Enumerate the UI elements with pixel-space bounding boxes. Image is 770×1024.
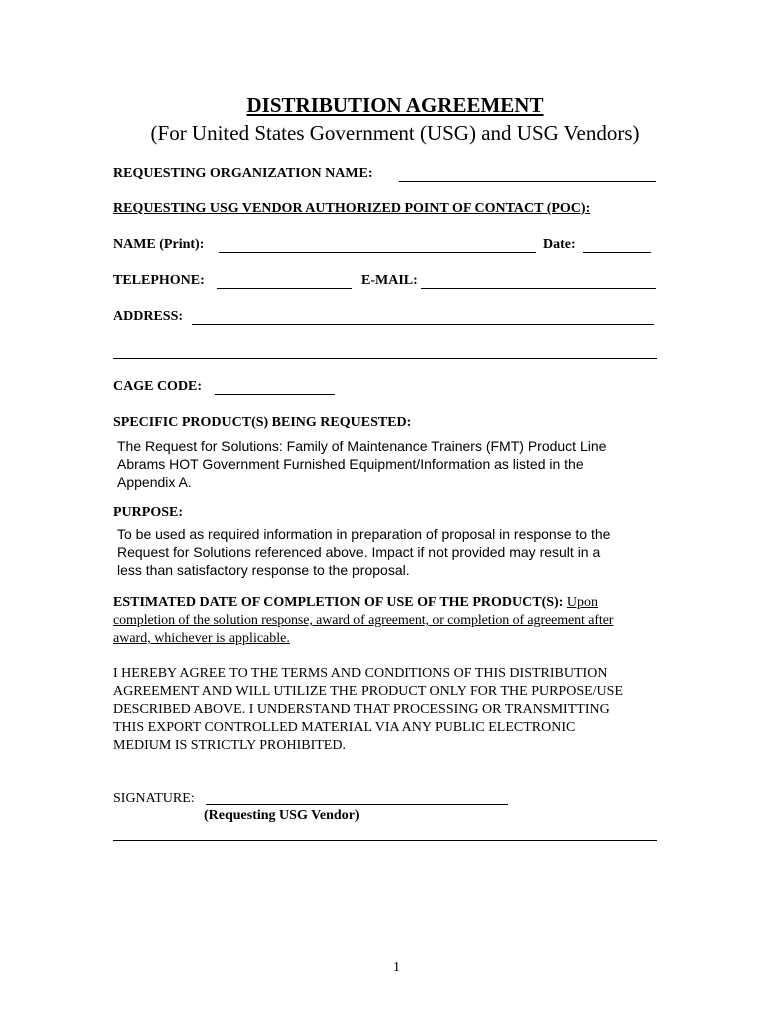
purpose-line-3: less than satisfactory response to the proposal. <box>117 562 410 578</box>
completion-text-start: Upon <box>566 595 598 610</box>
products-line-3: Appendix A. <box>117 474 192 490</box>
purpose-heading: PURPOSE: <box>113 505 183 520</box>
signature-bottom-rule <box>113 840 657 841</box>
org-name-label: REQUESTING ORGANIZATION NAME: <box>113 166 373 181</box>
email-label: E-MAIL: <box>361 273 418 288</box>
name-label: NAME (Print): <box>113 237 205 252</box>
cage-code-label: CAGE CODE: <box>113 379 203 394</box>
address-field-line-1[interactable] <box>192 324 654 325</box>
purpose-line-2: Request for Solutions referenced above. Impact if not provided may result in a <box>117 544 601 560</box>
agreement-line-1: I HEREBY AGREE TO THE TERMS AND CONDITIONS OF THIS DISTRIBUTION <box>113 666 608 681</box>
date-label: Date: <box>543 237 576 252</box>
cage-code-field[interactable] <box>215 394 335 395</box>
telephone-field[interactable] <box>217 288 352 289</box>
products-heading: SPECIFIC PRODUCT(S) BEING REQUESTED: <box>113 415 412 430</box>
address-field-line-2[interactable] <box>113 358 657 359</box>
products-text <box>117 437 677 491</box>
name-field[interactable] <box>219 252 536 253</box>
address-label: ADDRESS: <box>113 309 184 324</box>
purpose-line-1: To be used as required information in preparation of proposal in response to the <box>117 526 611 542</box>
page-number: 1 <box>393 960 400 975</box>
org-name-field[interactable] <box>399 181 656 182</box>
completion-heading: ESTIMATED DATE OF COMPLETION OF USE OF THE PRODUCT(S): <box>113 595 564 610</box>
date-field[interactable] <box>583 252 651 253</box>
agreement-statement <box>113 665 623 755</box>
purpose-text <box>117 525 677 579</box>
completion-line-3: award, whichever is applicable. <box>113 631 290 646</box>
products-line-2: Abrams HOT Government Furnished Equipment/Information as listed in the <box>117 456 584 472</box>
document-subtitle: (For United States Government (USG) and USG Vendors) <box>150 121 640 145</box>
telephone-label: TELEPHONE: <box>113 273 205 288</box>
products-line-1: The Request for Solutions: Family of Maintenance Trainers (FMT) Product Line <box>117 438 607 454</box>
signature-label: SIGNATURE: <box>113 791 195 806</box>
document-title: DISTRIBUTION AGREEMENT <box>246 93 544 117</box>
agreement-line-4: THIS EXPORT CONTROLLED MATERIAL VIA ANY PUBLIC ELECTRONIC <box>113 720 576 735</box>
agreement-line-5: MEDIUM IS STRICTLY PROHIBITED. <box>113 738 346 753</box>
signature-field[interactable] <box>206 804 508 805</box>
agreement-line-3: DESCRIBED ABOVE. I UNDERSTAND THAT PROCESSING OR TRANSMITTING <box>113 702 610 717</box>
signature-caption: (Requesting USG Vendor) <box>204 808 360 823</box>
completion-line-2: completion of the solution response, award of agreement, or completion of agreement after <box>113 613 614 628</box>
completion-line-1 <box>113 594 598 612</box>
agreement-line-2: AGREEMENT AND WILL UTILIZE THE PRODUCT ONLY FOR THE PURPOSE/USE <box>113 684 623 699</box>
email-field[interactable] <box>421 288 656 289</box>
poc-heading: REQUESTING USG VENDOR AUTHORIZED POINT OF CONTACT (POC): <box>113 201 591 216</box>
